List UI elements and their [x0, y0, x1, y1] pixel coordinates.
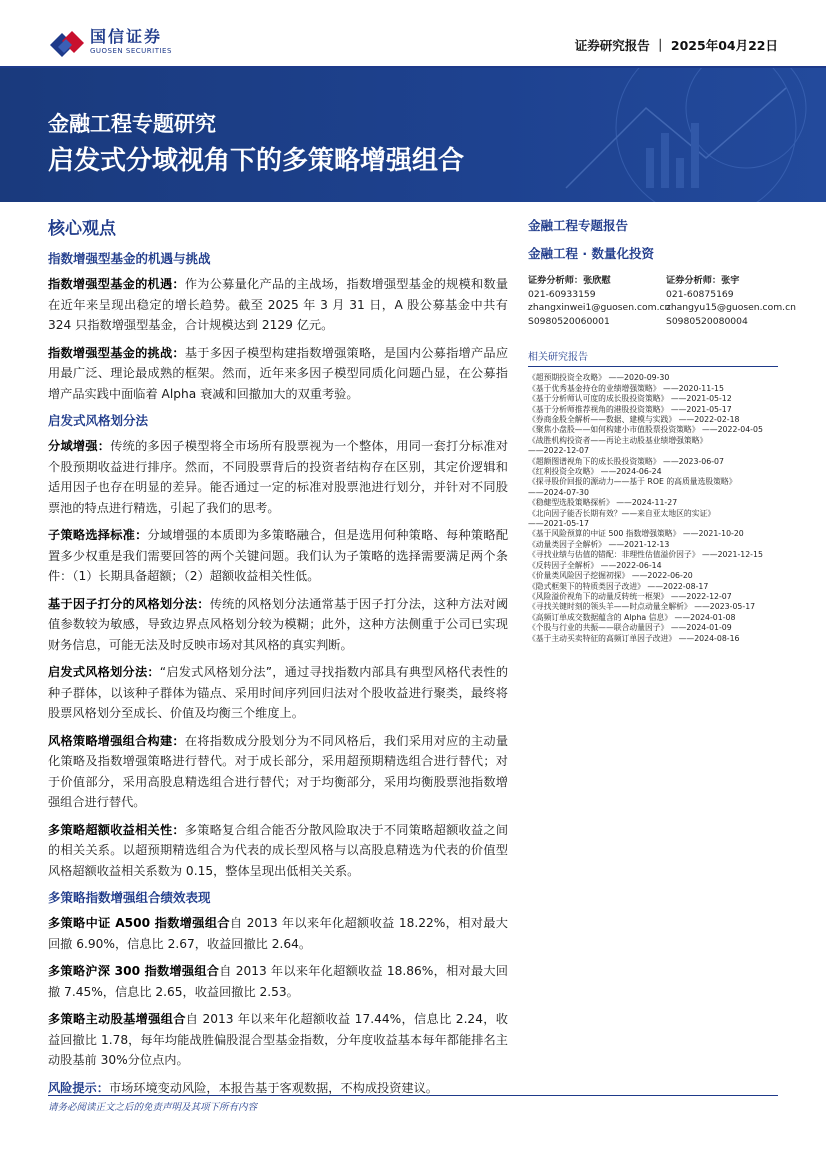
analyst-card: [666, 274, 796, 328]
paragraph-lead: 指数增强型基金的机遇：: [48, 277, 185, 291]
related-report-item[interactable]: 《北向因子能否长期有效？——来自亚太地区的实证》: [528, 508, 716, 518]
paragraph-text: “启发式风格划分法”，通过寻找指数内部具有典型风格代表性的种子群体，以该种子群体为锚点、采用时间序列回归法对个股收益进行聚类，最终将股票风格划分至成长、价值及均衡三个维度上。: [48, 665, 509, 720]
company-logo: [48, 24, 208, 60]
paragraph-text: 多策略复合组合能否分散风险取决于不同策略超额收益之间的相关关系。以超预期精选组合为代表的成长型风格与以高股息精选为代表的价值型风格超额收益相关系数为 0.15，整体呈现出低相关关系。: [48, 822, 509, 878]
guosen-logo-icon: [48, 27, 86, 57]
paragraph-lead: 风格策略增强组合构建：: [48, 733, 185, 748]
analyst-card: [528, 274, 671, 328]
analyst-name: 证券分析师：张宇: [666, 275, 740, 286]
paragraph: [48, 731, 508, 813]
related-report-item[interactable]: 《探寻股价回报的源动力——基于 ROE 的高质量选股策略》: [528, 477, 737, 487]
related-report-item[interactable]: 《反转因子全解析》 ——2022-06-14: [528, 560, 662, 570]
related-report-item[interactable]: 《聚焦小盘股——如何构建小市值股票投资策略》 ——2022-04-05: [528, 425, 763, 435]
paragraph-text: 作为公募量化产品的主战场，指数增强型基金的规模和数量在近年来呈现出稳定的增长趋势。截至 2025 年 3 月 31 日，A 股公募基金中共有 324 只指数增强型基金，合计规模达到 2129 亿元。: [48, 277, 509, 332]
banner-decoration-icon: [446, 68, 826, 202]
paragraph: [48, 274, 508, 336]
section-heading: 指数增强型基金的机遇与挑战: [48, 251, 211, 266]
related-report-item[interactable]: 《基于分析师推荐视角的港股投资策略》 ——2021-05-17: [528, 404, 732, 414]
analyst-phone: 021-60875169: [666, 288, 734, 300]
related-report-item[interactable]: 《寻找关键时刻的领头羊——时点动量全解析》 ——2023-05-17: [528, 602, 756, 612]
related-report-item[interactable]: 《超预期投资全攻略》 ——2020-09-30: [528, 373, 670, 383]
section-heading: 启发式风格划分法: [48, 413, 149, 428]
paragraph: [48, 961, 508, 1002]
paragraph-text: 自 2013 年以来年化超额收益 17.44%，信息比 2.24，收益回撤比 1.78，每年均能战胜偏股混合型基金指数，分年度收益基本每年都能排名主动股基前 30%分位点内。: [48, 1012, 508, 1067]
paragraph-text: 基于多因子模型构建指数增强策略，是国内公募指增产品应用最广泛、理论最成熟的框架。然而，近年来多因子模型同质化问题凸显，在公募指增产品实践中面临着 Alpha 衰减和回撤加大的双重考验。: [48, 345, 509, 401]
analyst-name: 证券分析师：张欣慰: [528, 275, 611, 286]
footer-disclaimer: 请务必阅读正文之后的免责声明及其项下所有内容: [48, 1102, 258, 1113]
paragraph: [48, 343, 508, 405]
paragraph-lead: 多策略超额收益相关性：: [48, 822, 185, 837]
paragraph-lead: 风险提示：: [48, 1080, 109, 1095]
paragraph-lead: 分域增强：: [48, 439, 111, 453]
paragraph-text: 分域增强的本质即为多策略融合，但是选用何种策略、每种策略配置多少权重是我们需要回答的两个关键问题。我们认为子策略的选择需要满足两个条件：（1）长期具备超额；（2）超额收益相关性低。: [48, 528, 509, 583]
paragraph: [48, 525, 508, 587]
paragraph-lead: 多策略沪深 300 指数增强组合: [48, 964, 220, 978]
analyst-phone: 021-60933159: [528, 288, 596, 300]
related-report-item[interactable]: 《基于主动买卖特征的高频订单因子改进》 ——2024-08-16: [528, 633, 740, 643]
paragraph-lead: 指数增强型基金的挑战：: [48, 345, 185, 360]
related-report-item[interactable]: 《红利投资全攻略》 ——2024-06-24: [528, 467, 662, 477]
paragraph-text: 传统的多因子模型将全市场所有股票视为一个整体，用同一套打分标准对个股预期收益进行排序。然而，不同股票背后的投资者结构存在区别，其定价逻辑和适用因子也存在明显的差异。能否通过一定的标准对股票池进行划分，并针对不同股票池的特点进行精选，引起了我们的思考。: [48, 439, 509, 515]
analyst-info: [528, 274, 796, 328]
related-report-item[interactable]: 《动量类因子全解析》 ——2021-12-13: [528, 539, 670, 549]
footer-divider: [48, 1095, 778, 1096]
related-report-item[interactable]: 《风险溢价视角下的动量反转统一框架》 ——2022-12-07: [528, 591, 732, 601]
paragraph-lead: 基于因子打分的风格划分法：: [48, 596, 210, 611]
report-title: 启发式分域视角下的多策略增强组合: [48, 146, 465, 176]
related-report-item[interactable]: 《个股与行业的共振——联合动量因子》 ——2024-01-09: [528, 623, 732, 633]
related-report-item[interactable]: 《高频订单成交数据蕴含的 Alpha 信息》 ——2024-01-08: [528, 612, 736, 622]
related-report-item[interactable]: 《寻找业绩与估值的错配：非理性估值溢价因子》 ——2021-12-15: [528, 550, 763, 560]
paragraph-text: 传统的风格划分法通常基于因子打分法，这种方法对阈值参数较为敏感，导致边界点风格划分较为模糊；此外，这种方法侧重于公司已实现财务信息，可能无法及时反映市场对其风格的真实判断。: [48, 596, 509, 652]
analyst-email: zhangyu15@guosen.com.cn: [666, 302, 796, 314]
sidebar-report-type: 金融工程专题报告: [528, 218, 629, 233]
paragraph-lead: 子策略选择标准：: [48, 528, 148, 542]
related-report-item[interactable]: 《基于分析师认可度的成长股投资策略》 ——2021-05-12: [528, 394, 732, 404]
logo-cn-text: 国信证券: [90, 27, 163, 46]
related-reports-heading: 相关研究报告: [528, 348, 778, 367]
section-heading: 多策略指数增强组合绩效表现: [48, 890, 211, 905]
related-report-item[interactable]: 《隐式框架下的特质类因子改进》 ——2022-08-17: [528, 581, 709, 591]
banner-subtitle: 金融工程专题研究: [48, 112, 216, 136]
sidebar-column: [528, 216, 796, 644]
paragraph: [48, 662, 508, 724]
paragraph: [48, 820, 508, 882]
related-report-item[interactable]: ——2022-12-07: [528, 446, 589, 456]
related-report-item[interactable]: 《超额图谱视角下的成长股投资策略》 ——2023-06-07: [528, 456, 724, 466]
paragraph: [48, 1009, 508, 1071]
related-report-item[interactable]: 《战胜机构投资者——再论主动股基业绩增强策略》: [528, 435, 708, 445]
paragraph-text: 自 2013 年以来年化超额收益 18.86%，相对最大回撤 7.45%，信息比 2.65，收益回撤比 2.53。: [48, 964, 508, 999]
related-report-item[interactable]: ——2024-07-30: [528, 487, 589, 497]
core-views-column: [48, 214, 508, 1105]
paragraph-lead: 多策略主动股基增强组合: [48, 1012, 186, 1026]
analyst-cert: S0980520060001: [528, 315, 610, 327]
paragraph-lead: 多策略中证 A500 指数增强组合: [48, 916, 230, 930]
related-report-item[interactable]: 《稳健型选股策略探析》 ——2024-11-27: [528, 498, 678, 508]
logo-en-text: GUOSEN SECURITIES: [90, 47, 172, 55]
core-views-heading: 核心观点: [48, 219, 116, 239]
paragraph: [48, 436, 508, 518]
report-type-date: 证券研究报告 ｜ 2025年04月22日: [574, 38, 778, 53]
paragraph-lead: 启发式风格划分法：: [48, 665, 160, 679]
analyst-email: zhangxinwei1@guosen.com.cn: [528, 302, 671, 314]
related-report-item[interactable]: 《价量类风险因子挖掘初探》 ——2022-06-20: [528, 571, 693, 581]
sidebar-category: 金融工程 · 数量化投资: [528, 246, 654, 261]
related-reports-list: [528, 373, 778, 644]
paragraph: [48, 594, 508, 656]
paragraph-text: 市场环境变动风险，本报告基于客观数据，不构成投资建议。: [108, 1080, 438, 1095]
related-report-item[interactable]: 《券商金股全解析——数据、建模与实践》 ——2022-02-18: [528, 415, 740, 424]
paragraph-text: 自 2013 年以来年化超额收益 18.22%，相对最大回撤 6.90%，信息比 2.67，收益回撤比 2.64。: [48, 916, 508, 951]
related-report-item[interactable]: 《基于风险预算的中证 500 指数增强策略》 ——2021-10-20: [528, 529, 744, 539]
related-report-item[interactable]: ——2021-05-17: [528, 519, 589, 529]
related-report-item[interactable]: 《基于优秀基金持仓的业绩增强策略》 ——2020-11-15: [528, 383, 724, 393]
paragraph-text: 在将指数成分股划分为不同风格后，我们采用对应的主动量化策略及指数增强策略进行替代。对于成长部分，采用超预期精选组合进行替代；对于价值部分，采用高股息精选组合进行替代；对于均衡部分，采用均衡股票池指数增强组合进行替代。: [48, 733, 509, 809]
paragraph: [48, 913, 508, 954]
analyst-cert: S0980520080004: [666, 315, 748, 327]
